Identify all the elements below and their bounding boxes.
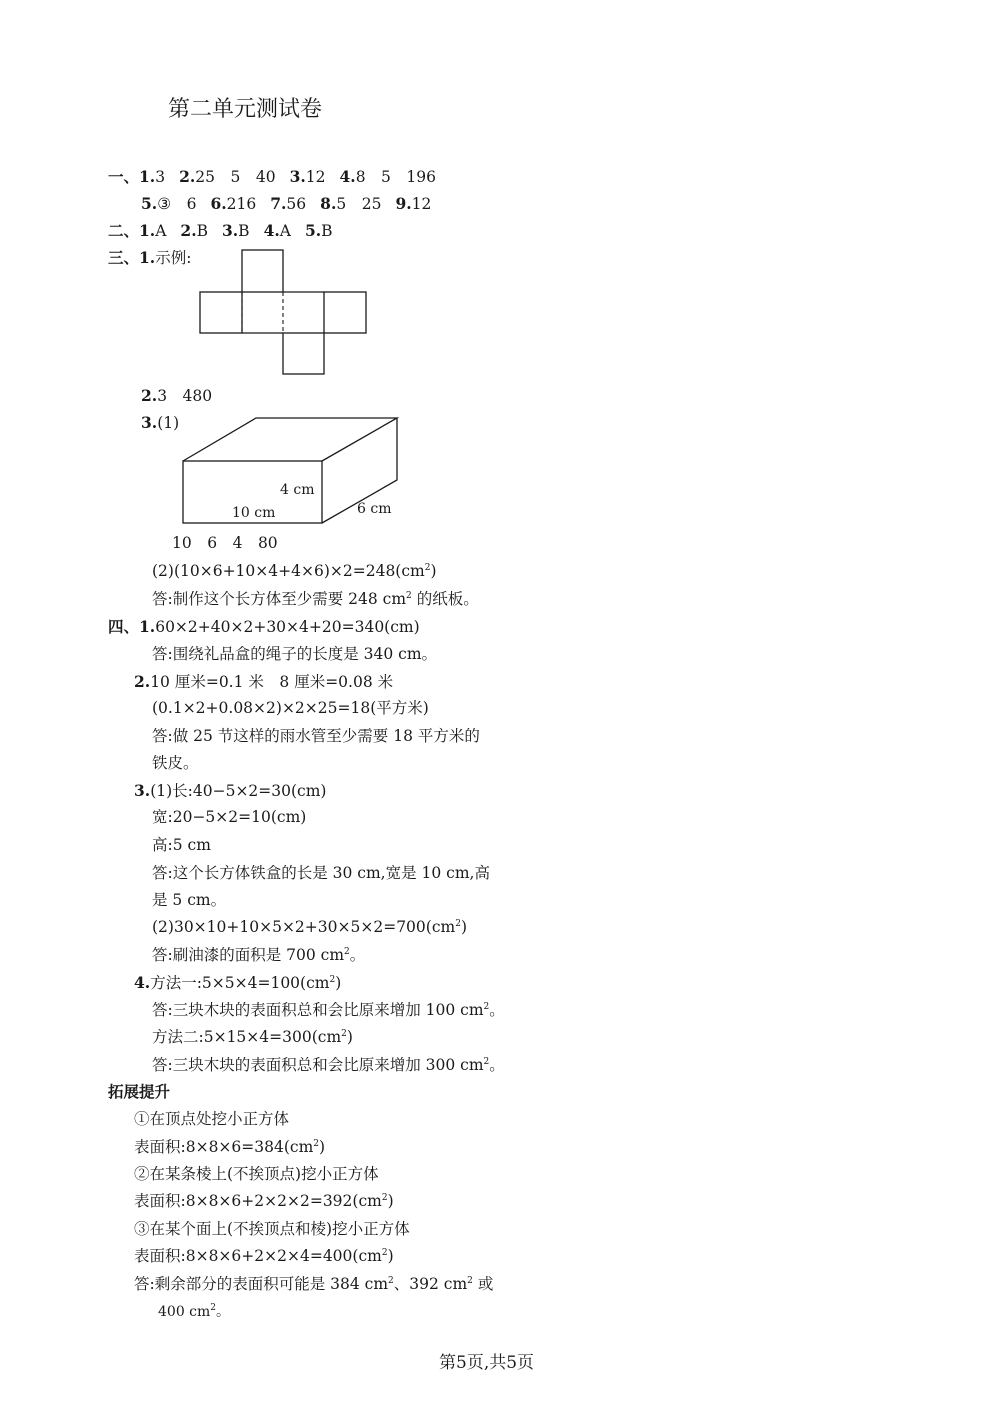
formula-end: ) [387,1192,394,1210]
item-number: 4. [134,973,151,992]
cuboid-top-face [183,418,397,461]
cuboid-height-label: 4 cm [280,482,315,498]
item-text: 示例: [155,249,192,267]
superscript: 2 [344,947,350,957]
superscript: 2 [483,1057,490,1067]
item-number: 9. [395,194,412,213]
cuboid-width-label: 6 cm [357,501,392,517]
formula: (1)长:40−5×2=30(cm) [150,782,327,800]
answer-text-end: 。 [349,946,366,964]
section-4-q1-line2: 答:围绕礼品盒的绳子的长度是 340 cm。 [152,645,438,663]
section-label: 二、 [108,221,140,240]
formula-end: ) [346,1028,353,1046]
page-footer: 第5页,共5页 [439,1353,535,1373]
formula: (2)30×10+10×5×2+30×5×2=700(cm [152,918,456,936]
extension-answer-line-1 [134,1277,493,1293]
section-4-q2-line1 [134,674,393,691]
section-label: 三、 [108,248,140,267]
section-label: 四、 [108,617,140,636]
item-number: 7. [270,194,287,213]
item-number: 1. [139,248,156,267]
formula-end: ) [430,562,437,580]
item-number: 2. [179,167,196,186]
item-value: 5 25 [336,195,382,213]
item-text: 3 480 [157,387,213,405]
formula: 10 厘米=0.1 米 8 厘米=0.08 米 [150,673,394,691]
section-4-q4-line4 [152,1058,505,1074]
formula: 表面积:8×8×6+2×2×2=392(cm [134,1192,382,1210]
item-number: 2. [141,386,158,405]
superscript: 2 [467,1276,473,1286]
answer-text: 答:制作这个长方体至少需要 248 cm [152,590,407,608]
item-number: 1. [139,167,156,186]
answer-text-end: 。 [489,1001,505,1019]
formula: 表面积:8×8×6+2×2×4=400(cm [134,1247,382,1265]
item-value: ③ 6 [157,195,197,213]
formula-end: ) [387,1247,394,1265]
section-4-q1-line1 [108,619,420,636]
item-value: 12 [411,195,432,213]
section-4-q2-line3: 答:做 25 节这样的雨水管至少需要 18 平方米的 [152,727,480,745]
section-3-q3-part2 [152,564,437,580]
section-4-q2-line4: 铁皮。 [152,754,199,772]
section-4-q4-line1 [134,975,341,992]
formula-end: ) [460,918,468,936]
section-label: 一、 [108,167,140,186]
extension-line-1: ①在顶点处挖小正方体 [134,1110,290,1128]
formula: 60×2+40×2+30×4+20=340(cm) [155,618,420,636]
page-title: 第二单元测试卷 [168,97,323,122]
section-4-q3-line5: 是 5 cm。 [152,891,227,909]
answer-text: 答:三块木块的表面积总和会比原来增加 100 cm [152,1001,484,1019]
superscript: 2 [341,1029,347,1039]
item-number: 3. [141,413,158,432]
formula: 方法二:5×15×4=300(cm [152,1028,342,1046]
section-4-q3-line6 [152,920,467,936]
item-number: 1. [139,221,156,240]
item-number: 4. [263,221,280,240]
superscript: 2 [329,975,336,985]
item-number: 3. [134,781,151,800]
answer-text-end: 。 [216,1304,231,1320]
section-4-q3-line1 [134,783,326,800]
formula-end: ) [319,1138,326,1156]
extension-line-2 [134,1140,325,1156]
item-value: 8 5 196 [355,168,436,186]
cuboid-length-label: 10 cm [232,505,276,521]
item-number: 8. [320,194,337,213]
superscript: 2 [455,919,461,929]
formula: (2)(10×6+10×4+4×6)×2=248(cm [152,562,425,580]
item-value: B [238,222,250,240]
item-value: 3 [155,168,166,186]
answer-text: 、392 cm [393,1275,468,1293]
extension-line-6 [134,1249,394,1265]
answer-text-end: 的纸板。 [411,590,479,608]
section-4-q4-line3 [152,1030,353,1046]
superscript: 2 [406,591,412,601]
answer-text: 答:剩余部分的表面积可能是 384 cm [134,1275,389,1293]
extension-answer-line-2 [158,1305,230,1319]
extension-heading: 拓展提升 [108,1083,171,1101]
item-number: 2. [134,672,151,691]
section-4-q3-line7 [152,948,365,964]
item-number: 1. [139,617,156,636]
item-number: 5. [141,194,158,213]
extension-line-5: ③在某个面上(不挨顶点和棱)挖小正方体 [134,1220,410,1238]
answer-text: 答:刷油漆的面积是 700 cm [152,946,345,964]
item-number: 4. [339,167,356,186]
item-text: (1) [157,414,180,432]
superscript: 2 [313,1139,320,1149]
item-value: 25 5 40 [195,168,276,186]
section-4-q3-line4: 答:这个长方体铁盒的长是 30 cm,宽是 10 cm,高 [152,864,490,882]
superscript: 2 [424,563,431,573]
superscript: 2 [381,1248,388,1258]
formula-end: ) [335,974,342,992]
section-3-q3-values: 10 6 4 80 [172,534,278,552]
item-number: 6. [210,194,227,213]
item-value: 56 [286,195,307,213]
item-value: 12 [305,168,326,186]
superscript: 2 [210,1303,217,1313]
item-number: 3. [221,221,239,240]
section-4-q4-line2 [152,1003,505,1019]
formula: 表面积:8×8×6=384(cm [134,1138,314,1156]
item-value: 216 [226,195,257,213]
extension-line-3: ②在某条棱上(不挨顶点)挖小正方体 [134,1165,379,1183]
item-value: B [321,222,333,240]
superscript: 2 [388,1276,394,1286]
section-3-q3-answer [152,592,479,608]
superscript: 2 [381,1193,388,1203]
answer-text: 答:三块木块的表面积总和会比原来增加 300 cm [152,1056,484,1074]
section-4-q3-line2: 宽:20−5×2=10(cm) [152,808,307,826]
superscript: 2 [483,1002,490,1012]
section-4-q2-line2: (0.1×2+0.08×2)×2×25=18(平方米) [152,699,429,717]
item-value: A [279,222,291,240]
item-number: 2. [180,221,197,240]
item-value: A [155,222,167,240]
item-value: B [196,222,208,240]
item-number: 5. [304,221,322,240]
answer-text-end: 。 [489,1056,505,1074]
answer-text-end: 或 [472,1275,494,1293]
section-4-q3-line3: 高:5 cm [152,836,211,854]
item-number: 3. [289,167,306,186]
extension-line-4 [134,1194,394,1210]
formula: 方法一:5×5×4=100(cm [150,974,330,992]
answer-text: 400 cm [158,1304,211,1320]
